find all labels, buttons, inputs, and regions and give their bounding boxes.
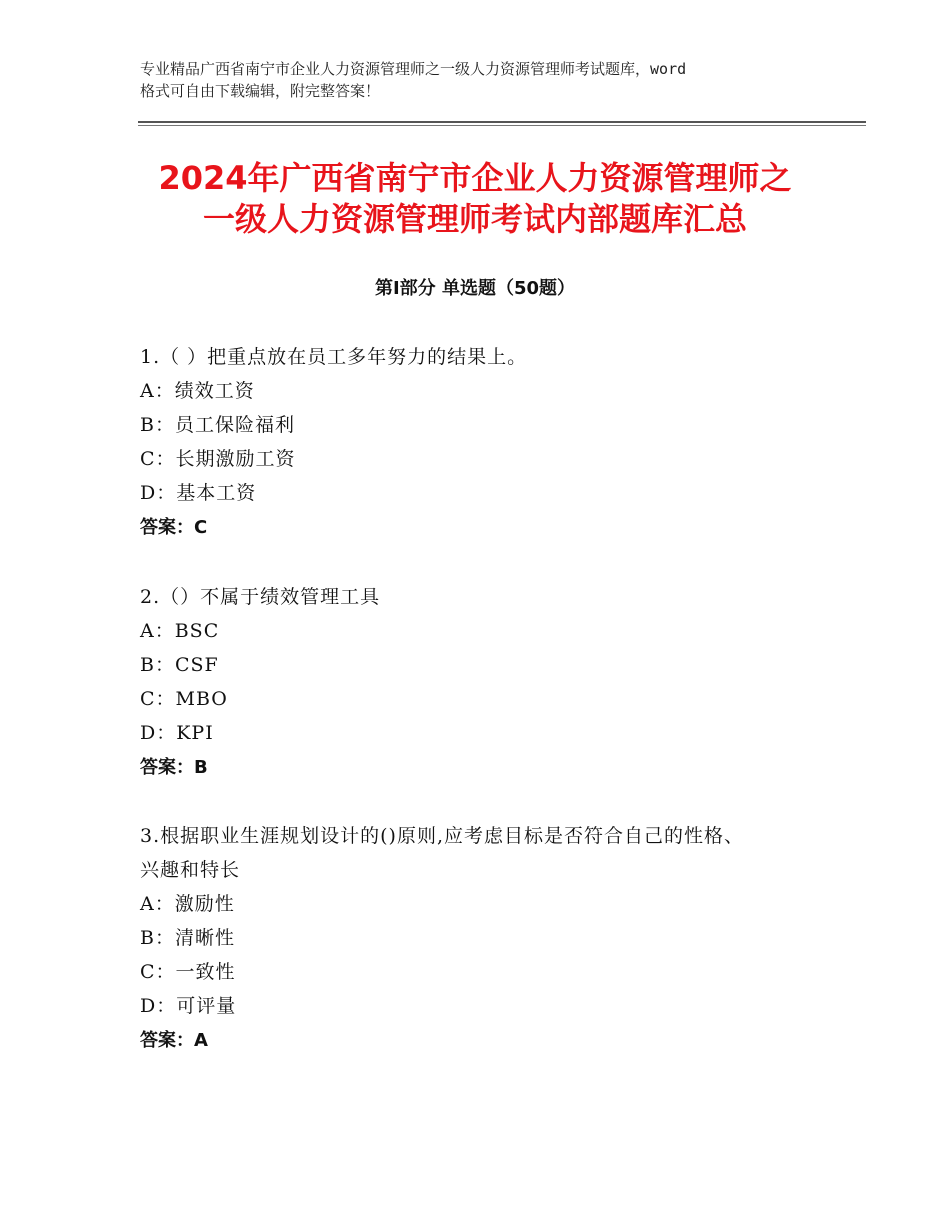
question-3-option-c: C：一致性 xyxy=(140,961,236,983)
question-1-option-b: B：员工保险福利 xyxy=(140,414,295,436)
document-title xyxy=(80,158,870,240)
question-1-option-c: C：长期激励工资 xyxy=(140,448,296,470)
question-2-answer: 答案：B xyxy=(140,757,208,778)
question-1-stem: 1.（ ）把重点放在员工多年努力的结果上。 xyxy=(140,346,528,368)
question-1-option-a: A：绩效工资 xyxy=(140,380,255,402)
question-1-answer: 答案：C xyxy=(140,517,208,538)
header-note-line-2: 格式可自由下载编辑，附完整答案！ xyxy=(140,82,381,100)
question-2-option-a: A：BSC xyxy=(140,620,220,642)
question-3-stem-line-2: 兴趣和特长 xyxy=(140,859,241,881)
header-note-line-1: 专业精品广西省南宁市企业人力资源管理师之一级人力资源管理师考试题库，word xyxy=(140,60,687,78)
header-note xyxy=(140,58,840,102)
question-2-stem: 2.（）不属于绩效管理工具 xyxy=(140,586,381,608)
question-3-stem-line-1: 3.根据职业生涯规划设计的()原则,应考虑目标是否符合自己的性格、 xyxy=(140,825,744,847)
document-title-line-1: 2024年广西省南宁市企业人力资源管理师之 xyxy=(158,159,792,197)
question-3-option-a: A：激励性 xyxy=(140,893,235,915)
question-1-option-d: D：基本工资 xyxy=(140,482,257,504)
question-2-option-b: B：CSF xyxy=(140,654,219,676)
document-title-line-2: 一级人力资源管理师考试内部题库汇总 xyxy=(202,200,747,238)
question-3-option-d: D：可评量 xyxy=(140,995,237,1017)
question-2-option-c: C：MBO xyxy=(140,688,228,710)
section-heading: 第Ⅰ部分 单选题（50题） xyxy=(374,278,575,299)
question-2-option-d: D：KPI xyxy=(140,722,214,744)
question-3-option-b: B：清晰性 xyxy=(140,927,235,949)
header-divider-thick xyxy=(138,121,866,123)
header-divider-thin xyxy=(138,125,866,126)
question-3-answer: 答案：A xyxy=(140,1030,208,1051)
